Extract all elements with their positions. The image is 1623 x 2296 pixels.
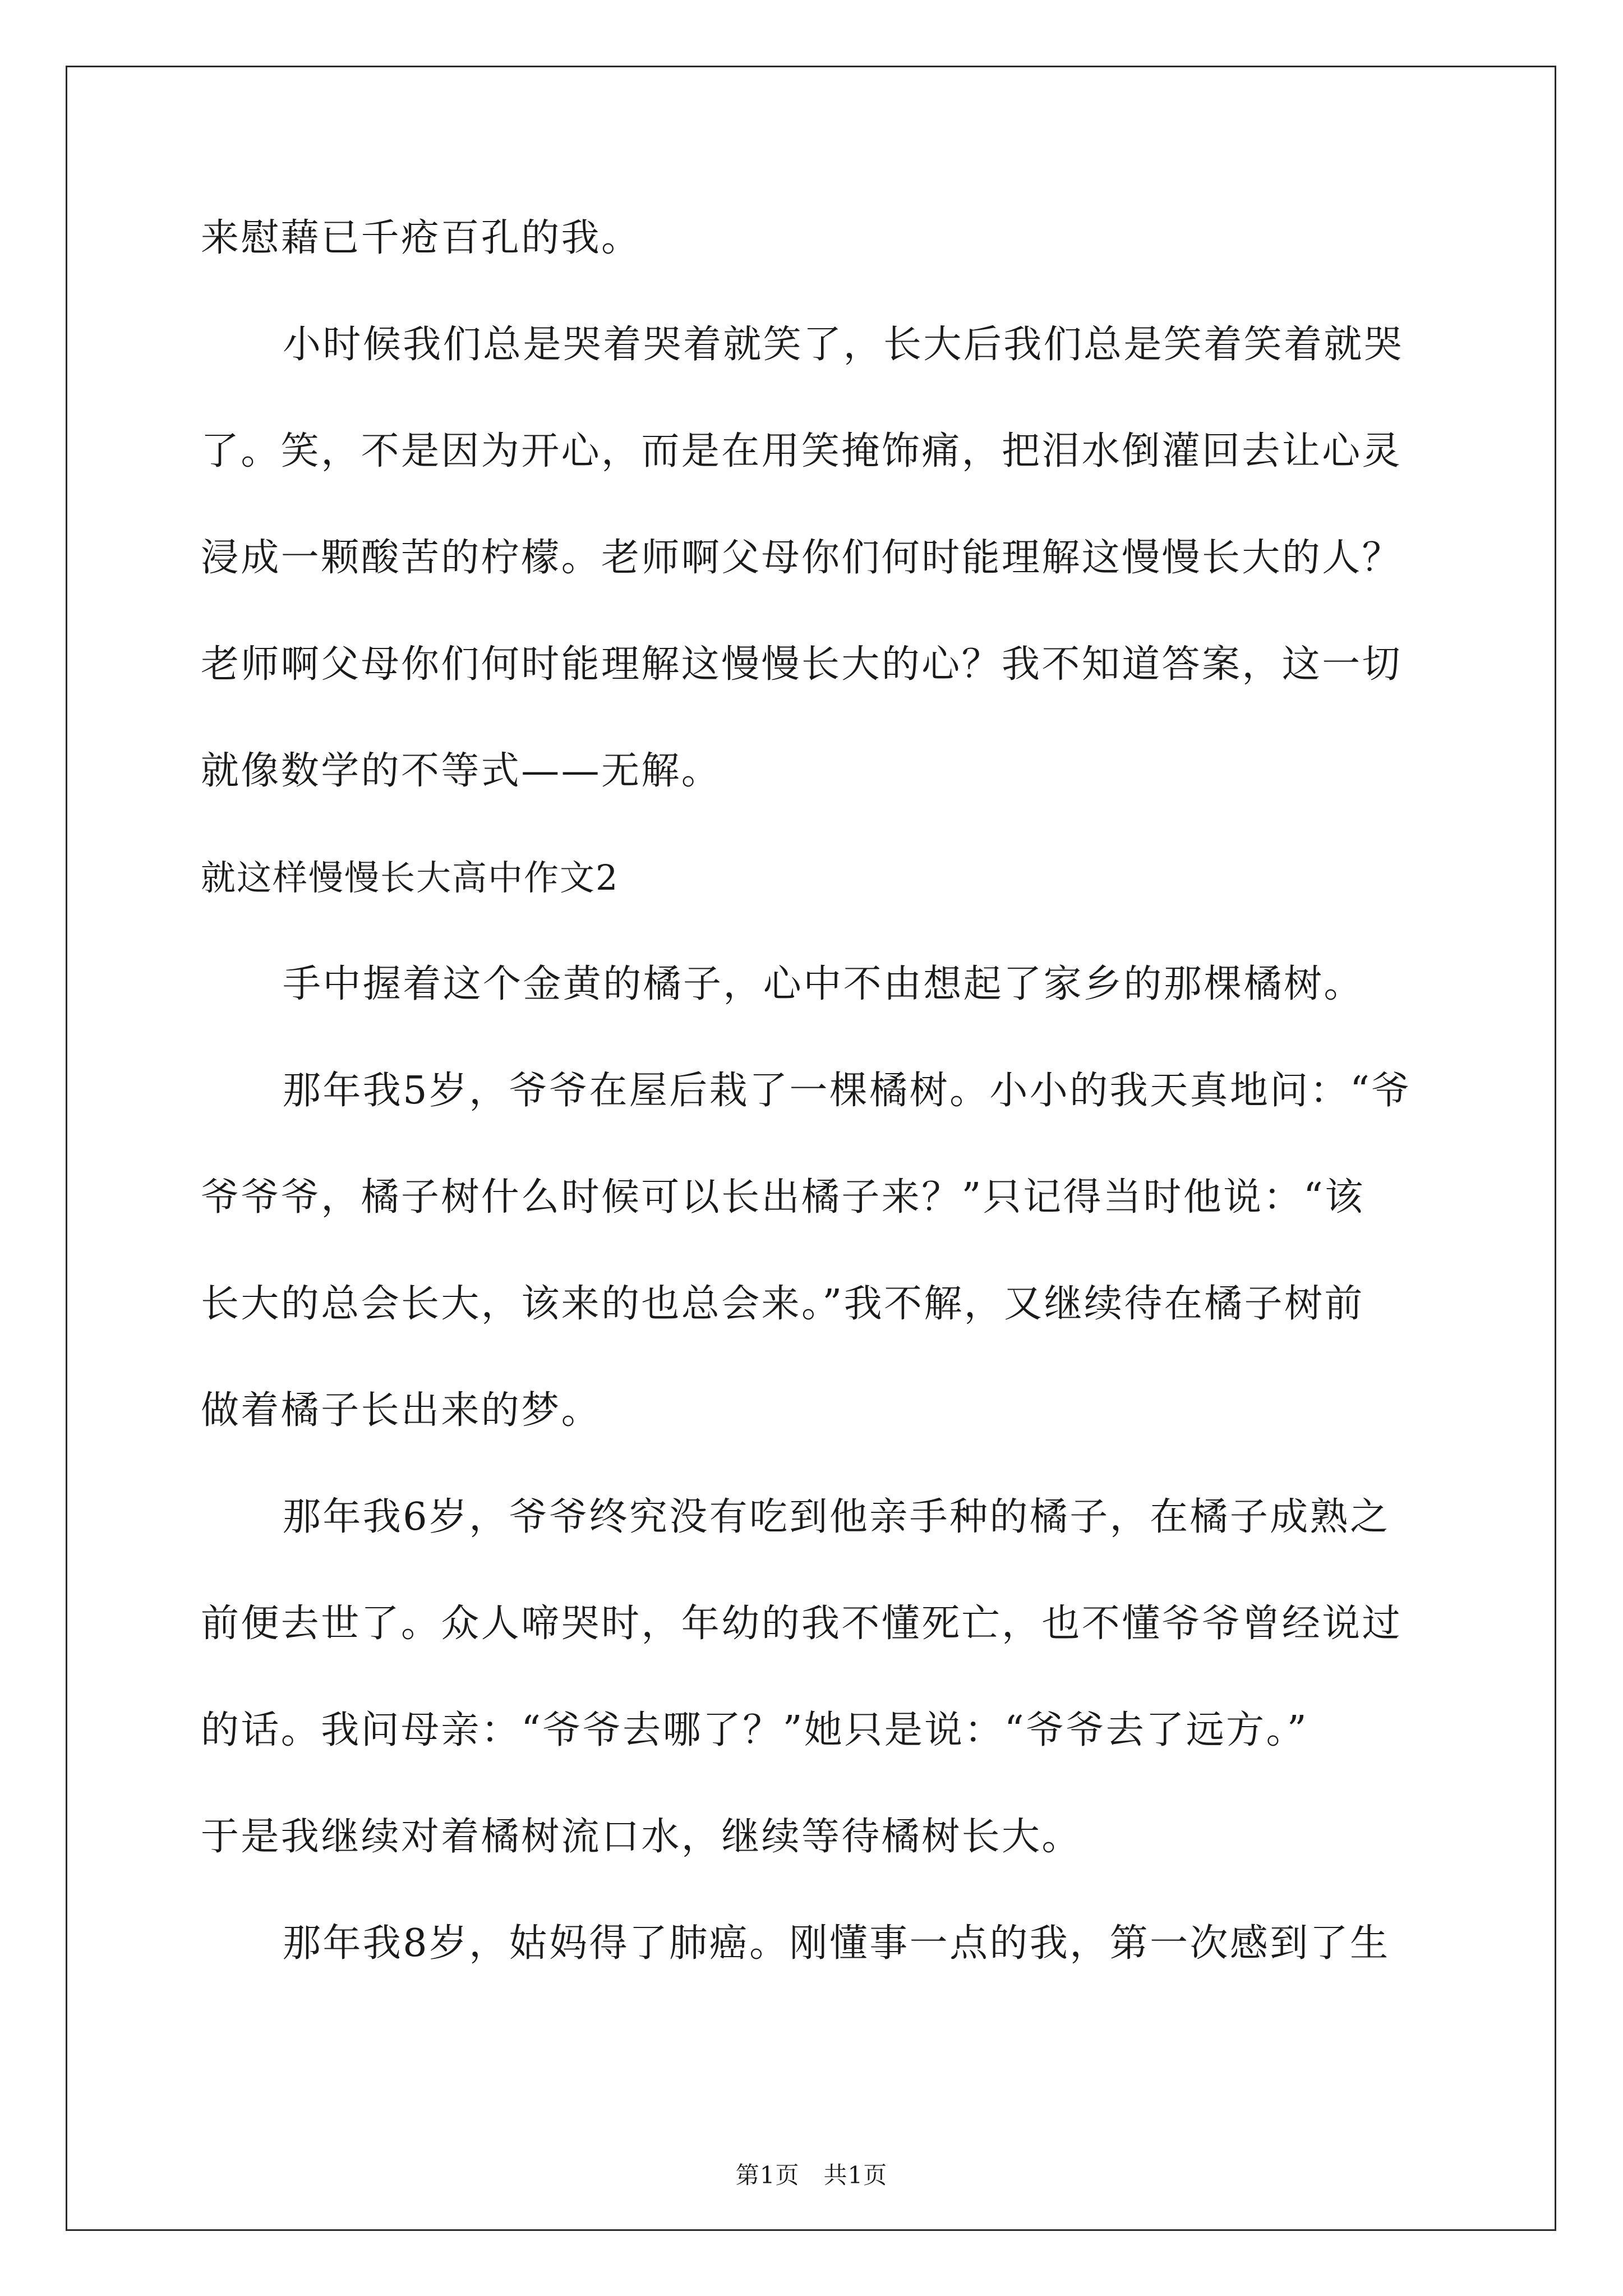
text-line: 那年我8岁，姑妈得了肺癌。刚懂事一点的我，第一次感到了生	[283, 1921, 1390, 1966]
section-heading: 就这样慢慢长大高中作文2	[201, 857, 619, 898]
page-footer: 第1页 共1页	[735, 2161, 888, 2189]
text-line: 的话。我问母亲：“爷爷去哪了？”她只是说：“爷爷去了远方。”	[201, 1708, 1309, 1752]
text-line: 长大的总会长大，该来的也总会来。”我不解，又继续待在橘子树前	[201, 1282, 1364, 1326]
text-line: 做着橘子长出来的梦。	[201, 1388, 602, 1433]
text-line: 手中握着这个金黄的橘子，心中不由想起了家乡的那棵橘树。	[283, 962, 1364, 1006]
text-line: 小时候我们总是哭着哭着就笑了，长大后我们总是笑着笑着就哭	[283, 323, 1404, 367]
text-line: 老师啊父母你们何时能理解这慢慢长大的心？我不知道答案，这一切	[201, 642, 1403, 687]
text-line: 来慰藉已千疮百孔的我。	[201, 216, 642, 260]
text-line: 浸成一颗酸苦的柠檬。老师啊父母你们何时能理解这慢慢长大的人？	[201, 536, 1403, 580]
text-line: 那年我6岁，爷爷终究没有吃到他亲手种的橘子，在橘子成熟之	[283, 1495, 1390, 1539]
document-body	[201, 185, 1423, 1997]
text-line: 了。笑，不是因为开心，而是在用笑掩饰痛，把泪水倒灌回去让心灵	[201, 429, 1403, 473]
text-line: 就像数学的不等式——无解。	[201, 749, 722, 793]
text-line: 于是我继续对着橘树流口水，继续等待橘树长大。	[201, 1815, 1082, 1859]
text-line: 前便去世了。众人啼哭时，年幼的我不懂死亡，也不懂爷爷曾经说过	[201, 1602, 1403, 1646]
text-line: 那年我5岁，爷爷在屋后栽了一棵橘树。小小的我天真地问：“爷	[283, 1069, 1412, 1113]
text-line: 爷爷爷，橘子树什么时候可以长出橘子来？”只记得当时他说：“该	[201, 1175, 1365, 1220]
